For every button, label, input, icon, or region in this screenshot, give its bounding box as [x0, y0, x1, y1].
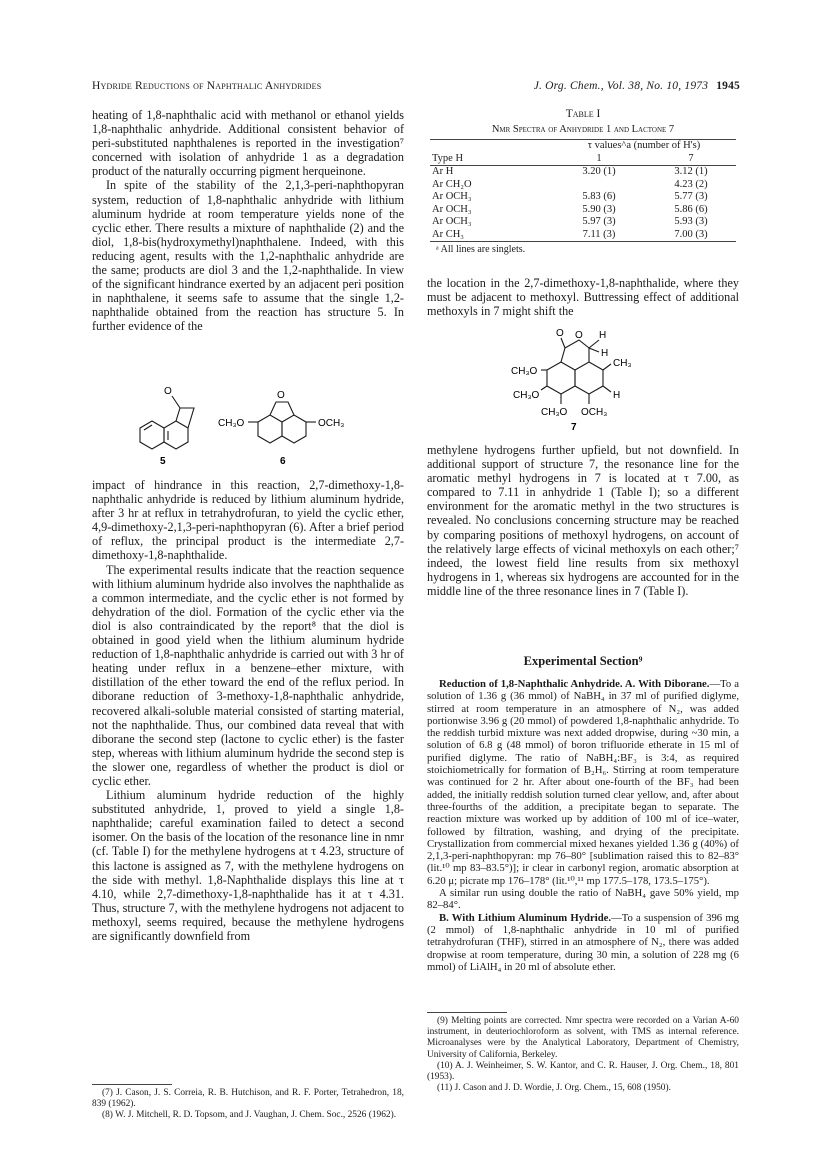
running-header-journal: [534, 80, 740, 92]
footnote: (9) Melting points are corrected. Nmr spectra were recorded on a Varian A-60 instrument, in deuteriochloroform as solvent, with TMS as internal reference. Microanalyses were by the Analytical Laboratory, Department of Chemistry, University of California, Berkeley.: [427, 1016, 739, 1060]
structure-5-drawing: [140, 396, 194, 449]
footnote: (7) J. Cason, J. S. Correia, R. B. Hutchison, and R. F. Porter, Tetrahedron, 18, 839 (1962).: [92, 1088, 404, 1110]
journal-citation: J. Org. Chem., Vol. 38, No. 10, 1973: [533, 80, 709, 92]
cell-type: Ar CH₃: [432, 228, 464, 240]
structure-6-drawing: [248, 402, 316, 443]
structure-6-methoxy-right: OCH₃: [318, 418, 345, 429]
cell-value-7: 5.86 (6): [674, 203, 708, 215]
paragraph: the location in the 2,7-dimethoxy-1,8-naphthalide, where they must be adjacent to methoxyl. Buttressing effect of additional methoxyls in 7 might shift the: [427, 276, 739, 319]
cell-value-7: 3.12 (1): [674, 166, 708, 177]
structure-7-h1: H: [599, 330, 607, 341]
paragraph: impact of hindrance in this reaction, 2,7-dimethoxy-1,8-naphthalic anhydride is reduced by lithium aluminum hydride, after 3 hr at reflux in tetrahydrofuran, to yield the cyclic ether, 4,9-dimethoxy-2,1,3-peri-naphthopyran (6). After a brief period of reflux, the principal product is the intermediate 2,7-dimethoxy-1,8-naphthalide.: [92, 478, 404, 563]
table-row: [430, 166, 736, 179]
structure-7-ring-o: O: [575, 330, 583, 341]
cell-value-1: 5.83 (6): [582, 191, 616, 202]
footnote-divider: [427, 1012, 507, 1013]
cell-value-7: 4.23 (2): [674, 178, 708, 190]
structure-7-methoxy-1: CH₃O: [511, 366, 538, 377]
footnotes-left: [92, 1088, 404, 1122]
paragraph-text: —To a suspension of 396 mg (2 mmol) of 1,8-naphthalic anhydride in 10 ml of purified tetrahydrofuran (THF), stirred in an atmosphere of N₂, there was added dropwise at room temperature, during 30 min, a solution of 228 mg (6 mmol) of LiAlH₄ in 20 ml of absolute ether.: [427, 911, 739, 973]
table-row: [430, 216, 736, 229]
cell-value-1: 5.97 (3): [582, 216, 616, 227]
paragraph-text: —To a solution of 1.36 g (36 mmol) of NaBH₄ in 37 ml of purified diglyme, stirred at room temperature in an atmosphere of N₂, was added portionwise 3.96 g (20 mmol) of powdered 1,8-naphthalic anhydride. To the reddish turbid mixture was next added dropwise, during ~30 min, a solution of 6.8 g (48 mmol) of boron trifluoride etherate in 15 ml of purified diglyme. The ratio of NaBH₄:BF₃ is 3:4, as required stoichiometrically for formation of B₂H₆. Stirring at room temperature was continued for 2 hr. After about one-fourth of the BF₃ had been added, the initially reddish solution turned clear yellow, and, after about three-fourths of the addition, a precipitate began to separate. The reaction mixture was worked up by addition of 100 ml of ice–water, followed by filtration, washing, and drying of the precipitate. Crystallization from commercial mixed hexanes yielded 1.36 g (40%) of 2,1,3-peri-naphthopyran: mp 76–80° [sublimation raised this to 82–83° (lit.¹⁰ mp 83–83.5°)]; ir clear in carbonyl region, aromatic absorption at 6.20 μ; picrate mp 176–178° (lit.¹⁰,¹¹ mp 177.5–178, 173.5–175°).: [427, 678, 739, 887]
table-1: [430, 108, 736, 255]
cell-value-1: 3.20 (1): [582, 166, 616, 177]
footnote: (8) W. J. Mitchell, R. D. Topsom, and J. Vaughan, J. Chem. Soc., 2526 (1962).: [102, 1110, 397, 1121]
paragraph: methylene hydrogens further upfield, but not downfield. In additional support of structure 7, the resonance line for the aromatic methyl hydrogens in 7 is located at τ 7.00, as compared to 7.11 in anhydride 1 (Table I); so a different environment for the aromatic methyl in the two structures is revealed. No conclusions concerning structure may be reached by comparing positions of methoxyl hydrogens, on account of the relatively large effects of vicinal methoxyls on each other;⁷ indeed, the lowest field line results from six methoxyl hydrogens in 1, whereas six hydrogens are accounted for in the middle line of the three resonance lines in 7 (Table I).: [427, 443, 739, 598]
paragraph: The experimental results indicate that the reaction sequence with lithium aluminum hydride also involves the naphthalide as a common intermediate, and the cyclic ether is not formed by dehydration of the diol. Formation of the cyclic ether via the diol is also contraindicated by the report⁸ that the diol is obtained in good yield when the lithium aluminum hydride reduction of 1,8-naphthalic anhydride is carried out with 3 hr of heating under reflux in a benzene–ether mixture, with distillation of the ether toward the end of the reflux period. In diborane reduction of 3-methoxy-1,8-naphthalic anhydride, recovered alkali-soluble material consisted of starting material, not the naphthalide. Thus, our combined data reveal that with diborane the second step (lactone to cyclic ether) is the faster step, whereas with lithium aluminum hydride the second step is the slower one, regardless of whether the product is diol or cyclic ether.: [92, 562, 404, 788]
column-header-type: Type H: [432, 152, 464, 164]
cell-type: Ar OCH₃: [432, 216, 472, 227]
table-span-header: τ values^a (number of H's): [587, 140, 701, 151]
subheading: B. With Lithium Aluminum Hydride.: [439, 911, 612, 924]
experimental-body: [427, 678, 739, 973]
structure-7-methoxy-4: OCH₃: [581, 407, 608, 418]
structure-7-h3: H: [613, 390, 621, 401]
experimental-heading: Experimental Section⁹: [523, 654, 643, 668]
cell-type: Ar OCH₃: [432, 191, 472, 202]
table-row: [430, 204, 736, 217]
column-header-7: 7: [688, 152, 694, 164]
table-row: [430, 229, 736, 242]
structure-7-figure: [505, 318, 675, 438]
cell-value-1: 5.90 (3): [582, 203, 616, 215]
structure-7-number: 7: [571, 422, 577, 433]
paragraph: [427, 678, 739, 887]
paragraph: [427, 912, 739, 973]
nmr-table: [430, 139, 736, 242]
table-title: Table I: [565, 108, 601, 120]
footnote: (10) A. J. Weinheimer, S. W. Kantor, and C. R. Hauser, J. Org. Chem., 18, 801 (1953).: [427, 1060, 739, 1083]
cell-type: Ar CH₂O: [432, 178, 472, 190]
footnote: (11) J. Cason and J. D. Wordie, J. Org. Chem., 15, 608 (1950).: [437, 1083, 671, 1094]
page-number: 1945: [716, 80, 740, 92]
footnotes-right: [427, 1016, 739, 1094]
structure-7-h2: H: [601, 348, 609, 359]
structure-7-methyl: CH₃: [613, 358, 632, 369]
table-footnote: ᵃ All lines are singlets.: [436, 244, 526, 255]
structure-5-oxygen-label: O: [164, 386, 172, 397]
structure-7-methoxy-3: CH₃O: [541, 407, 568, 418]
left-column-top: [92, 108, 404, 334]
table-row: [430, 191, 736, 204]
cell-type: Ar H: [432, 166, 454, 177]
structures-5-6-figure: [120, 382, 380, 466]
table-caption: Nmr Spectra of Anhydride 1 and Lactone 7: [491, 124, 675, 135]
paragraph: A similar run using double the ratio of NaBH₄ gave 50% yield, mp 82–84°.: [427, 887, 739, 912]
paragraph: heating of 1,8-naphthalic acid with methanol or ethanol yields 1,8-naphthalic anhydride. Additional consistent behavior of peri-substituted naphthalenes is reported in the investigation⁷ concerned with isolation of anhydride 1 as a degradation product of the naturally occurring pigment herqueinone.: [92, 108, 404, 179]
structure-6-oxygen-label: O: [277, 390, 285, 401]
structure-6-methoxy-left: CH₃O: [218, 418, 245, 429]
running-header-title: Hydride Reductions of Naphthalic Anhydrides: [92, 80, 322, 92]
cell-value-1: 7.11 (3): [582, 228, 616, 240]
structure-7-methoxy-2: CH₃O: [513, 390, 540, 401]
structure-7-carbonyl-o: O: [556, 328, 564, 339]
left-column-bottom: [92, 478, 404, 943]
subheading: Reduction of 1,8-Naphthalic Anhydride. A. With Diborane.: [439, 678, 710, 690]
paragraph: In spite of the stability of the 2,1,3-peri-naphthopyran system, reduction of 1,8-naphthalic anhydride with lithium aluminum hydride at room temperature yields none of the cyclic ether. There results a mixture of naphthalide (2) and the diol, 1,8-bis(hydroxymethyl)naphthalene. Indeed, with this reducing agent, results with the 1,2-naphthalic anhydride are the same; products are diol 3 and the 1,2-naphthalide. In view of the significant hindrance exerted by an adjacent peri position in naphthalene, it seems safe to assume that the single 1,2-naphthalide obtained from the reaction has structure 5. In further evidence of the: [92, 178, 404, 334]
cell-value-7: 7.00 (3): [674, 228, 708, 240]
right-column-middle: [427, 276, 739, 318]
cell-value-7: 5.77 (3): [674, 191, 708, 202]
paragraph: Lithium aluminum hydride reduction of the highly substituted anhydride, 1, proved to yield a single 1,8-naphthalide; careful examination failed to detect a second isomer. On the basis of the location of the resonance line in nmr (cf. Table I) for the methylene hydrogens at τ 4.23, structure of this lactone is assigned as 7, with the methylene hydrogens on the side with methyl. 1,8-Naphthalide displays this line at τ 4.10, while 2,7-dimethoxy-1,8-naphthalide has it at τ 4.31. Thus, structure 7, with the methylene hydrogens not adjacent to methoxyl, seems required, because the methylene hydrogens are significantly downfield from: [92, 788, 404, 943]
right-column-lower: [427, 443, 739, 598]
footnote-divider: [92, 1084, 172, 1085]
cell-value-7: 5.93 (3): [674, 216, 708, 227]
cell-value-1: [552, 179, 646, 192]
structure-6-number: 6: [280, 456, 286, 466]
structure-5-number: 5: [160, 456, 166, 466]
cell-type: Ar OCH₃: [432, 203, 472, 215]
column-header-1: 1: [596, 152, 602, 164]
table-row: [430, 179, 736, 192]
